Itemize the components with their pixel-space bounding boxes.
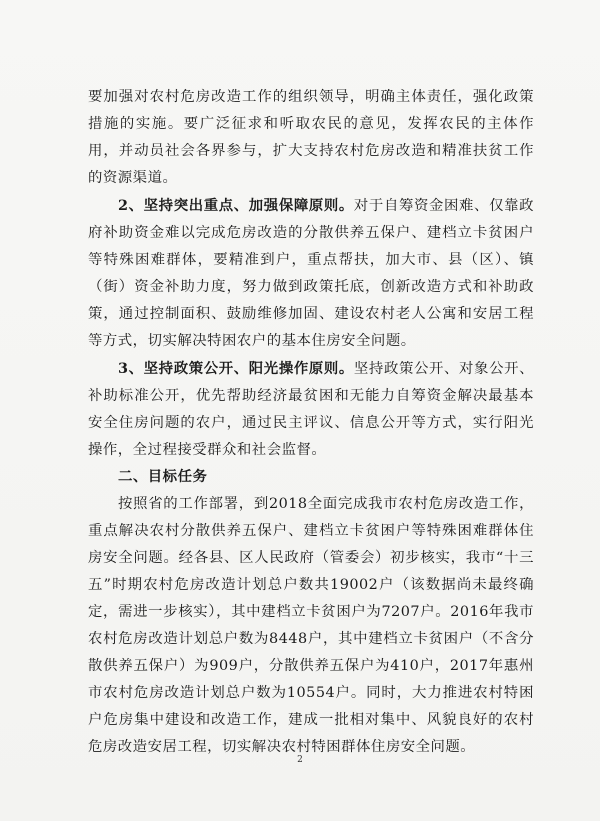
- page-number: 2: [297, 755, 303, 765]
- section-heading-targets: 二、目标任务: [118, 469, 208, 485]
- paragraph-principle-2: [88, 192, 534, 355]
- principle-3-title: 3、坚持政策公开、阳光操作原则。: [118, 360, 354, 377]
- principle-2-body: 对于自筹资金困难、仅靠政府补助资金难以完成危房改造的分散供养五保户、建档立卡贫困户等特殊困难群体，要精准到户，重点帮扶，加大市、县（区）、镇（街）资金补助力度，努力做到政策托底，创新改造方式和补助政策，通过控制面积、鼓励维修加固、建设农村老人公寓和安居工程等方式，切实解决特困农户的基本住房安全问题。: [88, 198, 534, 349]
- principle-2-title: 2、坚持突出重点、加强保障原则。: [118, 197, 354, 214]
- principle-3-body: 坚持政策公开、对象公开、补助标准公开，优先帮助经济最贫困和无能力自筹资金解决最基本安全住房问题的农户，通过民主评议、信息公开等方式，实行阳光操作，全过程接受群众和社会监督。: [88, 361, 534, 458]
- paragraph-organization-leadership: 要加强对农村危房改造工作的组织领导，明确主体责任，强化政策措施的实施。要广泛征求和听取农民的意见，发挥农民的主体作用，并动员社会各界参与，扩大支持农村危房改造和精准扶贫工作的资源渠道。: [88, 89, 534, 186]
- document-body: [88, 84, 534, 761]
- paragraph-principle-3: [88, 355, 534, 464]
- paragraph-target-tasks: 按照省的工作部署，到2018全面完成我市农村危房改造工作，重点解决农村分散供养五保户、建档立卡贫困户等特殊困难群体住房安全问题。经各县、区人民政府（管委会）初步核实，我市“十三五”时期农村危房改造计划总户数共19002户（该数据尚未最终确定，需进一步核实），其中建档立卡贫困户为7207户。2016年我市农村危房改造计划总户数为8448户，其中建档立卡贫困户（不含分散供养五保户）为909户，分散供养五保户为410户，2017年惠州市农村危房改造计划总户数为10554户。同时，大力推进农村特困户危房集中建设和改造工作，建成一批相对集中、风貌良好的农村危房改造安居工程，切实解决农村特困群体住房安全问题。: [88, 496, 534, 755]
